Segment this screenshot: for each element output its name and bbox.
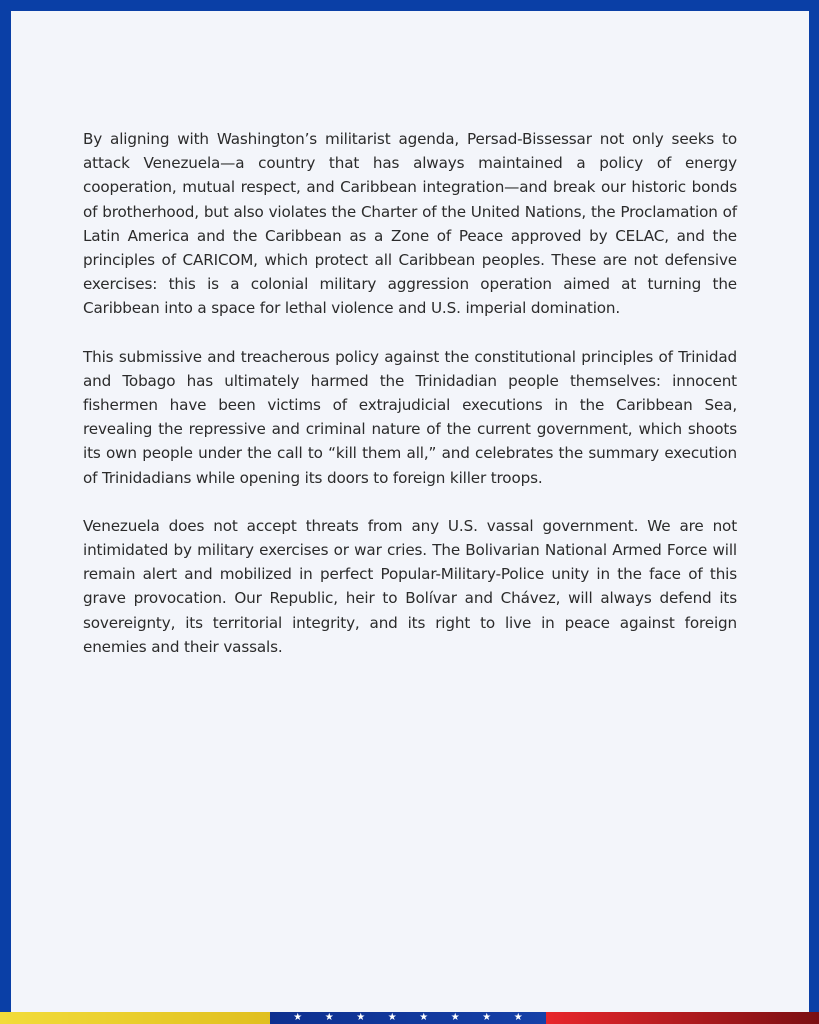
star-icon: ★ (419, 1012, 429, 1023)
paragraph-3: Venezuela does not accept threats from any U.S. vassal government. We are not intimidated by military exercises or war cries. The Bolivarian National Armed Force will remain alert and mobilized in perfect Popular-Military-Police unity in the face of this grave provocation. Our Republic, heir to Bolívar and Chávez, will always defend its sovereignty, its territorial integrity, and its right to live in peace against foreign enemies and their vassals. (83, 516, 737, 656)
statement-body (83, 127, 737, 683)
flag-blue-band (270, 1012, 546, 1024)
paragraph-1: By aligning with Washington’s militarist agenda, Persad-Bissessar not only seeks to attack Venezuela—a country that has always maintained a policy of energy cooperation, mutual respect, and Caribbean integration—and break our historic bonds of brotherhood, but also violates the Charter of the United Nations, the Proclamation of Latin America and the Caribbean as a Zone of Peace approved by CELAC, and the principles of CARICOM, which protect all Caribbean peoples. These are not defensive exercises: this is a colonial military aggression operation aimed at turning the Caribbean into a space for lethal violence and U.S. imperial domination. (83, 130, 737, 318)
flag-yellow-band (0, 1012, 270, 1024)
document-page (11, 11, 809, 1012)
star-icon: ★ (387, 1012, 397, 1023)
star-icon: ★ (324, 1012, 334, 1023)
star-icon: ★ (482, 1012, 492, 1023)
star-icon: ★ (513, 1012, 523, 1023)
paragraph-2: This submissive and treacherous policy against the constitutional principles of Trinidad and Tobago has ultimately harmed the Trinidadian people themselves: innocent fishermen have been victims of extrajudicial executions in the Caribbean Sea, revealing the repressive and criminal nature of the current government, which shoots its own people under the call to “kill them all,” and celebrates the summary execution of Trinidadians while opening its doors to foreign killer troops. (83, 347, 737, 487)
flag-red-band (546, 1012, 819, 1024)
star-icon: ★ (293, 1012, 303, 1023)
star-icon: ★ (450, 1012, 460, 1023)
venezuelan-flag-stripe (0, 1012, 819, 1024)
star-icon: ★ (356, 1012, 366, 1023)
